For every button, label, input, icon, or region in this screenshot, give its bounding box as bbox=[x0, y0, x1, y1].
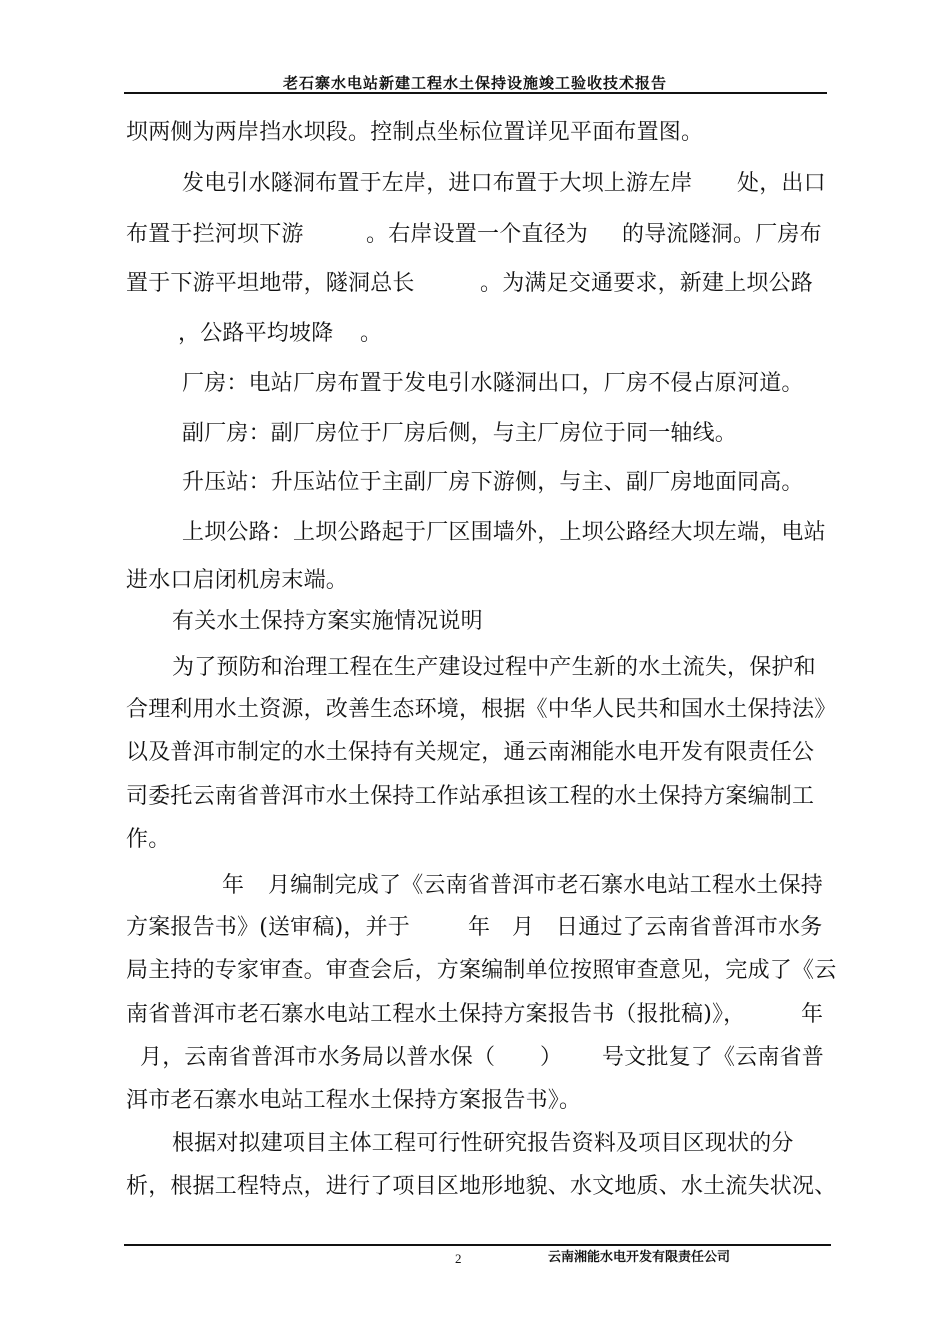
text-line: 的导流隧洞。厂房布 bbox=[622, 222, 822, 247]
text-line: 月 bbox=[512, 915, 535, 940]
text-line: 进水口启闭机房末端。 bbox=[126, 568, 349, 593]
text-line: 升压站：升压站位于主副厂房下游侧，与主、副厂房地面同高。 bbox=[182, 470, 804, 495]
text-line: 日通过了云南省普洱市水务 bbox=[556, 915, 823, 940]
text-line: 年 bbox=[801, 1002, 824, 1027]
text-line: 局主持的专家审查。审查会后，方案编制单位按照审查意见，完成了《云 bbox=[126, 958, 837, 983]
text-line: 。为满足交通要求，新建上坝公路 bbox=[480, 271, 814, 296]
text-line: 坝两侧为两岸挡水坝段。控制点坐标位置详见平面布置图。 bbox=[126, 120, 704, 145]
text-line: ，公路平均坡降 bbox=[178, 321, 334, 346]
header-rule bbox=[124, 92, 827, 94]
text-line: 年 bbox=[222, 873, 245, 898]
text-line: 号文批复了《云南省普 bbox=[602, 1045, 825, 1070]
text-line: 布置于拦河坝下游 bbox=[126, 222, 304, 247]
text-line: 作。 bbox=[126, 827, 171, 852]
text-line: 副厂房：副厂房位于厂房后侧，与主厂房位于同一轴线。 bbox=[182, 421, 738, 446]
text-line: 洱市老石寨水电站工程水土保持方案报告书》。 bbox=[126, 1088, 582, 1113]
text-line: 月，云南省普洱市水务局以普水保（ bbox=[140, 1045, 496, 1070]
footer-company: 云南湘能水电开发有限责任公司 bbox=[548, 1250, 731, 1265]
text-line: 为了预防和治理工程在生产建设过程中产生新的水土流失，保护和 bbox=[172, 655, 816, 680]
header-title: 老石寨水电站新建工程水土保持设施竣工验收技术报告 bbox=[282, 74, 667, 92]
text-line: 合理利用水土资源，改善生态环境，根据《中华人民共和国水土保持法》 bbox=[126, 697, 837, 722]
text-line: 发电引水隧洞布置于左岸，进口布置于大坝上游左岸 bbox=[182, 171, 693, 196]
text-line: 。 bbox=[360, 321, 383, 346]
text-line: 。右岸设置一个直径为 bbox=[366, 222, 589, 247]
text-line: 方案报告书》(送审稿)，并于 bbox=[126, 915, 410, 940]
text-line: 厂房：电站厂房布置于发电引水隧洞出口，厂房不侵占原河道。 bbox=[182, 371, 804, 396]
text-line: 年 bbox=[468, 915, 491, 940]
section-heading: 有关水土保持方案实施情况说明 bbox=[172, 609, 483, 634]
text-line: 南省普洱市老石寨水电站工程水土保持方案报告书（报批稿)》， bbox=[126, 1002, 746, 1027]
text-line: 析，根据工程特点，进行了项目区地形地貌、水文地质、水土流失状况、 bbox=[126, 1174, 837, 1199]
text-line: 月编制完成了《云南省普洱市老石寨水电站工程水土保持 bbox=[268, 873, 824, 898]
page-number: 2 bbox=[455, 1251, 462, 1266]
text-line: 上坝公路：上坝公路起于厂区围墙外，上坝公路经大坝左端，电站 bbox=[182, 520, 826, 545]
text-line: 根据对拟建项目主体工程可行性研究报告资料及项目区现状的分 bbox=[172, 1131, 794, 1156]
text-line: 处，出口 bbox=[737, 171, 826, 196]
text-line: 司委托云南省普洱市水土保持工作站承担该工程的水土保持方案编制工 bbox=[126, 784, 815, 809]
text-line: 置于下游平坦地带，隧洞总长 bbox=[126, 271, 415, 296]
text-line: ） bbox=[540, 1045, 563, 1070]
text-line: 以及普洱市制定的水土保持有关规定，通云南湘能水电开发有限责任公 bbox=[126, 740, 815, 765]
